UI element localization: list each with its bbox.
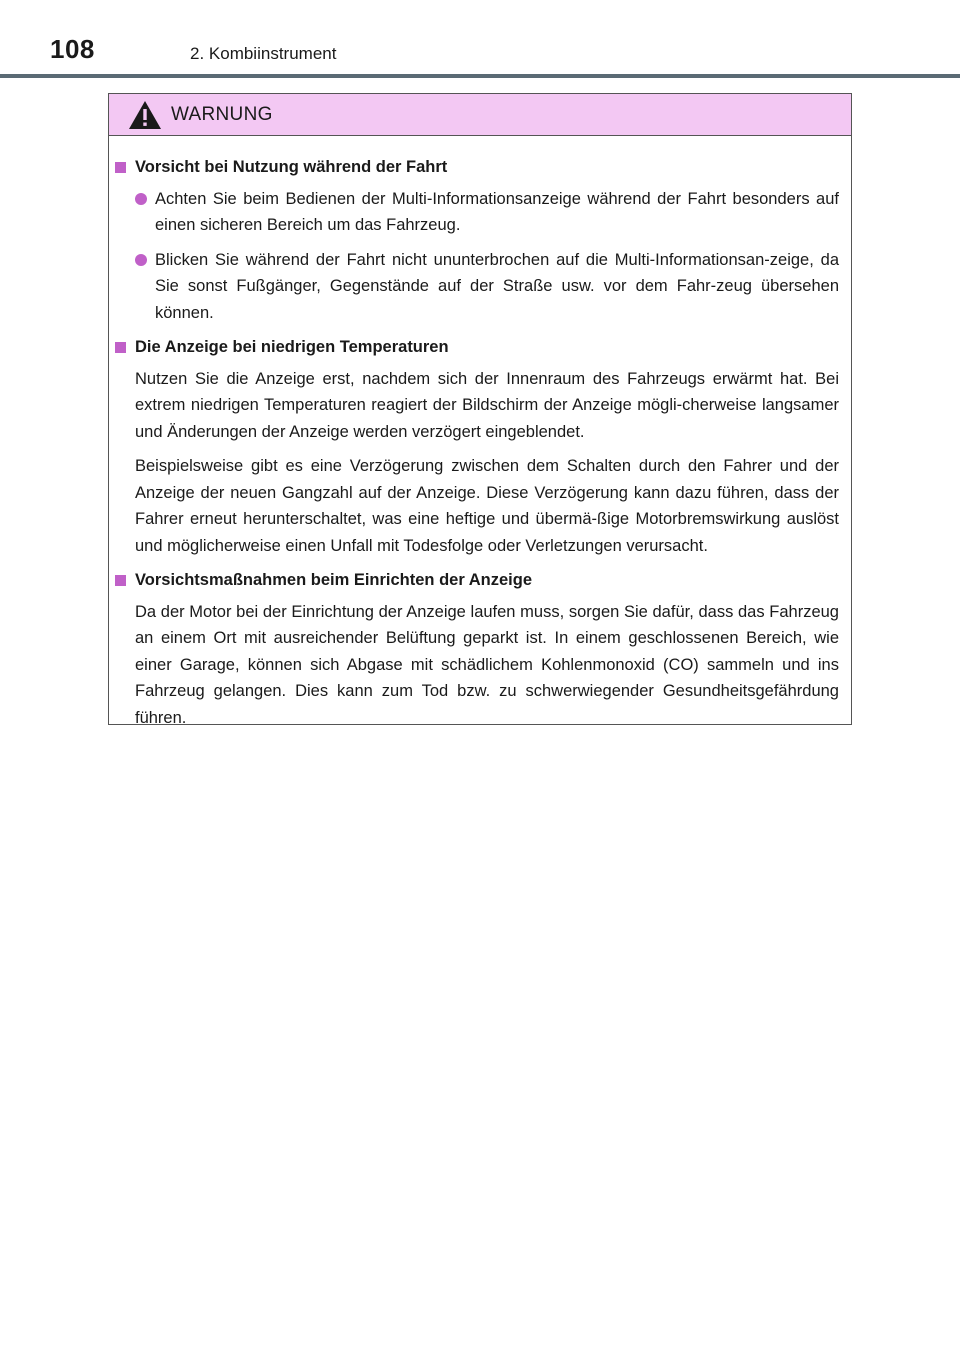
- page-number: 108: [50, 34, 95, 64]
- warning-section: [115, 154, 839, 326]
- header-divider: [0, 74, 960, 78]
- circle-bullet-icon: [135, 254, 147, 266]
- chapter-title: 2. Kombiinstrument: [190, 44, 337, 63]
- warning-section: [115, 334, 839, 559]
- warning-header: [109, 94, 851, 136]
- section-heading: Die Anzeige bei niedrigen Temperaturen: [115, 334, 839, 361]
- bullet-item: Achten Sie beim Bedienen der Multi-Informationsanzeige während der Fahrt besonders auf einen sicheren Bereich um das Fahrzeug.: [115, 186, 839, 239]
- circle-bullet-icon: [135, 193, 147, 205]
- square-bullet-icon: [115, 342, 126, 353]
- page-header: [0, 0, 960, 74]
- square-bullet-icon: [115, 575, 126, 586]
- paragraph: Da der Motor bei der Einrichtung der Anzeige laufen muss, sorgen Sie dafür, dass das Fahrzeug an einem Ort mit ausreichender Belüftung geparkt ist. In einem geschlossenen Bereich, wie einer Garage, können sich Abgase mit schädlichem Kohlenmonoxid (CO) sammeln und ins Fahrzeug gelangen. Dies kann zum Tod bzw. zu schwerwiegender Gesundheitsgefährdung führen.: [135, 602, 839, 727]
- warning-content: [109, 136, 851, 731]
- section-heading: Vorsicht bei Nutzung während der Fahrt: [115, 154, 839, 181]
- square-bullet-icon: [115, 162, 126, 173]
- paragraph: Beispielsweise gibt es eine Verzögerung zwischen dem Schalten durch den Fahrer und der Anzeige der neuen Gangzahl auf der Anzeige. Diese Verzögerung kann dazu führen, dass der Fahrer erneut herunterschaltet, was eine heftige und übermä-ßige Motorbremswirkung auslöst und möglicherweise einen Unfall mit Todesfolge oder Verletzungen verursacht.: [135, 457, 839, 555]
- section-heading: Vorsichtsmaßnahmen beim Einrichten der Anzeige: [115, 567, 839, 594]
- warning-triangle-icon: [127, 99, 163, 131]
- paragraph: Nutzen Sie die Anzeige erst, nachdem sich der Innenraum des Fahrzeugs erwärmt hat. Bei extrem niedrigen Temperaturen reagiert der Bildschirm der Anzeige mögli-cherweise langsamer und Änderungen der Anzeige werden verzögert eingeblendet.: [135, 369, 839, 441]
- warning-box: [108, 93, 852, 725]
- bullet-item: Blicken Sie während der Fahrt nicht ununterbrochen auf die Multi-Informationsan-zeige, da Sie sonst Fußgänger, Gegenstände auf der Straße usw. vor dem Fahr-zeug übersehen können.: [115, 247, 839, 327]
- warning-section: [115, 567, 839, 731]
- warning-title: WARNUNG: [171, 104, 273, 125]
